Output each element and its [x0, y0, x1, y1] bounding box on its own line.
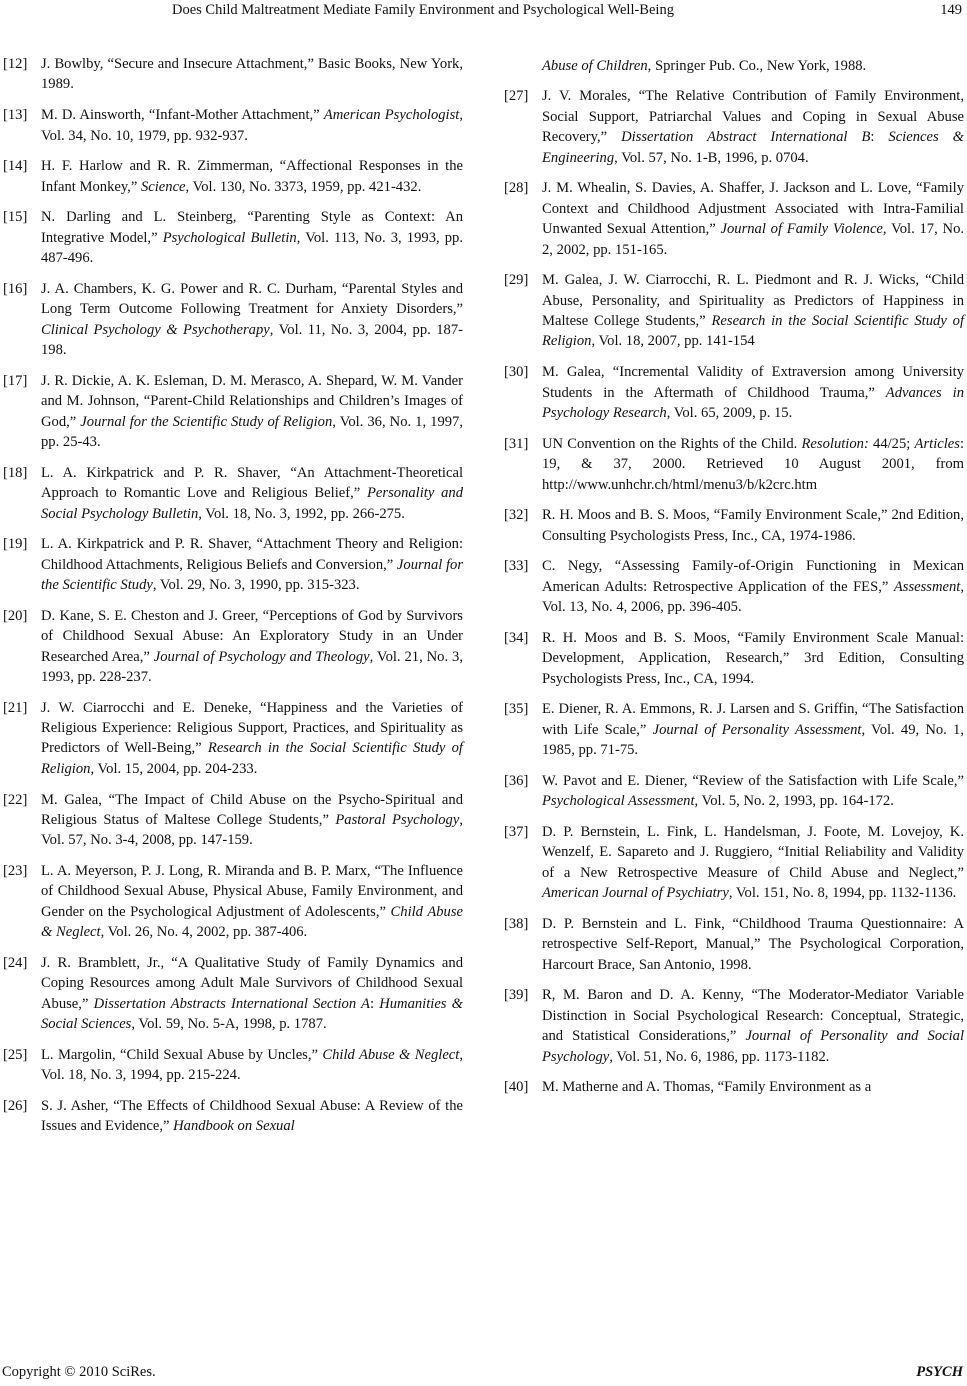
page-header — [0, 0, 967, 24]
reference-italic-text: Psychological Assessment — [542, 793, 695, 810]
reference-text: , Vol. 65, 2009, p. 15. — [666, 404, 793, 421]
reference-text: M. Galea, “The Impact of Child Abuse on the Psycho-Spiritual and Religious Status of Maltese College Students,” — [41, 791, 463, 828]
reference-number: [21] — [3, 699, 28, 716]
reference-entry — [504, 270, 964, 352]
reference-entry — [3, 790, 463, 851]
reference-entry — [3, 371, 463, 453]
reference-text: L. A. Kirkpatrick and P. R. Shaver, “Attachment Theory and Religion: Childhood Attachments, Religious Beliefs and Conversion,” — [41, 536, 463, 573]
reference-text: W. Pavot and E. Diener, “Review of the Satisfaction with Life Scale,” — [542, 772, 964, 789]
journal-name: PSYCH — [916, 1364, 963, 1380]
reference-entry — [504, 822, 964, 904]
reference-entry — [504, 914, 964, 975]
reference-italic-text: Humanities & Social Sciences — [41, 995, 464, 1033]
reference-text: , Vol. 57, No. 1-B, 1996, p. 0704. — [614, 149, 809, 166]
reference-text: , Vol. 29, No. 3, 1990, pp. 315-323. — [152, 577, 360, 594]
reference-italic-text: Research in the Social Scientific Study of Religion — [41, 740, 463, 777]
reference-entry — [504, 771, 964, 812]
reference-italic-text: Advances in Psychology Research — [542, 384, 964, 421]
reference-text: M. D. Ainsworth, “Infant-Mother Attachment,” — [41, 107, 324, 124]
reference-text: , Vol. 130, No. 3373, 1959, pp. 421-432. — [185, 178, 422, 195]
reference-entry — [504, 505, 964, 546]
reference-text: J. R. Bramblett, Jr., “A Qualitative Study of Family Dynamics and Coping Resources among Adult Male Survivors of Childhood Sexual Abuse,” — [41, 955, 463, 1012]
reference-number: [24] — [3, 955, 28, 971]
reference-text: , Vol. 113, No. 3, 1993, pp. 487-496. — [41, 229, 464, 267]
reference-text: : — [870, 129, 889, 146]
reference-text: , Vol. 21, No. 3, 1993, pp. 228-237. — [41, 648, 463, 685]
reference-text: UN Convention on the Rights of the Child. — [542, 435, 802, 452]
reference-entry — [504, 86, 964, 168]
reference-number: [12] — [3, 56, 28, 72]
reference-number: [40] — [504, 1079, 529, 1096]
reference-italic-text: Sciences & Engineering — [542, 129, 964, 166]
reference-text: L. Margolin, “Child Sexual Abuse by Uncles,” — [41, 1046, 323, 1063]
reference-entry — [3, 698, 463, 780]
reference-entry — [3, 105, 463, 146]
reference-entry — [3, 953, 463, 1035]
reference-number: [14] — [3, 158, 28, 175]
reference-number: [19] — [3, 536, 28, 553]
reference-italic-text: Research in the Social Scientific Study of Religion — [542, 313, 964, 350]
reference-italic-text: Psychological Bulletin — [162, 229, 297, 246]
reference-entry — [504, 628, 964, 689]
reference-entry — [3, 861, 463, 943]
reference-number: [32] — [504, 507, 529, 524]
reference-text: M. Galea, “Incremental Validity of Extraversion among University Students in the Aftermath of Childhood Trauma,” — [542, 364, 964, 401]
reference-text: , Vol. 17, No. 2, 2002, pp. 151-165. — [542, 221, 965, 258]
reference-number: [29] — [504, 272, 529, 289]
reference-text: , Vol. 15, 2004, pp. 204-233. — [90, 760, 258, 777]
reference-italic-text: Journal for the Scientific Study of Religion — [80, 413, 333, 430]
reference-entry — [3, 156, 463, 197]
reference-entry — [3, 279, 463, 361]
reference-number: [33] — [504, 558, 529, 575]
reference-text: , Vol. 49, No. 1, 1985, pp. 71-75. — [542, 721, 964, 759]
reference-italic-text: Journal of Family Violence — [720, 221, 883, 238]
reference-text: , Springer Pub. Co., New York, 1988. — [647, 58, 867, 74]
reference-text: M. Matherne and A. Thomas, “Family Environment as a — [542, 1079, 872, 1096]
reference-text: , Vol. 57, No. 3-4, 2008, pp. 147-159. — [41, 811, 463, 849]
reference-entry — [504, 178, 964, 260]
reference-text: 44/25; — [868, 435, 915, 452]
reference-number: [22] — [3, 791, 28, 808]
reference-continuation — [504, 56, 964, 76]
reference-text: L. A. Kirkpatrick and P. R. Shaver, “An Attachment-Theoretical Approach to Romantic Love and Religious Belief,” — [41, 464, 463, 502]
reference-italic-text: Dissertation Abstracts International Section A — [93, 995, 370, 1012]
reference-text: J. V. Morales, “The Relative Contribution of Family Environment, Social Support, Patriarchal Values and Coping in Sexual Abuse Recovery,” — [542, 88, 964, 146]
reference-italic-text: Resolution: — [801, 435, 869, 452]
reference-text: , Vol. 18, No. 3, 1994, pp. 215-224. — [41, 1046, 463, 1084]
reference-entry — [504, 1077, 964, 1097]
reference-text: R. H. Moos and B. S. Moos, “Family Environment Scale,” 2nd Edition, Consulting Psychologists Press, Inc., CA, 1974-1986. — [542, 507, 964, 544]
reference-text: , Vol. 13, No. 4, 2006, pp. 396-405. — [542, 578, 964, 616]
reference-number: [17] — [3, 372, 28, 389]
reference-text: , Vol. 51, No. 6, 1986, pp. 1173-1182. — [609, 1048, 830, 1065]
reference-text: , Vol. 36, No. 1, 1997, pp. 25-43. — [41, 413, 463, 450]
reference-text: D. P. Bernstein and L. Fink, “Childhood Trauma Questionnaire: A retrospective Self-Report, Manual,” The Psychological Corporation, Harcourt Brace, San Antonio, 1998. — [542, 915, 964, 973]
reference-text: J. A. Chambers, K. G. Power and R. C. Durham, “Parental Styles and Long Term Outcome Following Treatment for Anxiety Disorders,” — [41, 280, 463, 318]
reference-number: [15] — [3, 209, 28, 226]
reference-text: L. A. Meyerson, P. J. Long, R. Miranda and B. P. Marx, “The Influence of Childhood Sexual Abuse, Physical Abuse, Family Environment, and Gender on the Psychological Adjustment of Adolescents,” — [41, 863, 463, 920]
reference-entry — [3, 207, 463, 268]
reference-text: N. Darling and L. Steinberg, “Parenting Style as Context: An Integrative Model,” — [41, 209, 463, 246]
reference-text: D. P. Bernstein, L. Fink, L. Handelsman, J. Foote, M. Lovejoy, K. Wenzelf, E. Sapareto and J. Ruggiero, “Initial Reliability and Validity of a New Retrospective Measure of Child Abuse and Neglect,” — [542, 823, 964, 881]
reference-number: [30] — [504, 364, 529, 381]
reference-italic-text: Pastoral Psychology — [335, 811, 460, 828]
reference-entry — [3, 534, 463, 595]
reference-number: [39] — [504, 987, 529, 1004]
page-number: 149 — [940, 2, 962, 18]
reference-number: [16] — [3, 280, 28, 297]
reference-text: J. Bowlby, “Secure and Insecure Attachment,” Basic Books, New York, 1989. — [41, 56, 463, 93]
references-left-column — [3, 54, 463, 1147]
reference-number: [36] — [504, 772, 529, 789]
reference-italic-text: Journal of Personality Assessment — [652, 721, 862, 738]
reference-text: S. J. Asher, “The Effects of Childhood Sexual Abuse: A Review of the Issues and Evidence,” — [41, 1098, 463, 1135]
reference-italic-text: Journal of Psychology and Theology — [153, 648, 370, 665]
reference-number: [31] — [504, 435, 529, 452]
reference-number: [34] — [504, 629, 529, 646]
reference-entry — [504, 556, 964, 617]
reference-entry — [504, 434, 964, 495]
running-title: Does Child Maltreatment Mediate Family Environment and Psychological Well-Being — [172, 2, 674, 18]
reference-entry — [504, 362, 964, 423]
reference-text: , Vol. 151, No. 8, 1994, pp. 1132-1136. — [728, 885, 957, 902]
reference-text: D. Kane, S. E. Cheston and J. Greer, “Perceptions of God by Survivors of Childhood Sexual Abuse: An Exploratory Study in an Under Researched Area,” — [41, 607, 463, 665]
reference-italic-text: Science — [140, 178, 186, 195]
reference-entry — [3, 606, 463, 688]
reference-italic-text: Handbook on Sexual — [173, 1118, 295, 1135]
reference-number: [37] — [504, 823, 529, 840]
reference-italic-text: Personality and Social Psychology Bulletin — [41, 485, 463, 522]
reference-italic-text: Clinical Psychology & Psychotherapy — [41, 321, 270, 338]
reference-number: [27] — [504, 88, 529, 105]
reference-italic-text: Child Abuse & Neglect — [322, 1046, 460, 1063]
copyright-notice: Copyright © 2010 SciRes. — [2, 1364, 156, 1380]
reference-number: [20] — [3, 607, 28, 624]
reference-text: : — [369, 995, 380, 1012]
reference-number: [26] — [3, 1098, 28, 1115]
reference-text: , Vol. 18, No. 3, 1992, pp. 266-275. — [198, 505, 405, 522]
reference-italic-text: Articles — [914, 435, 960, 452]
reference-text: J. W. Ciarrocchi and E. Deneke, “Happiness and the Varieties of Religious Experience: Religious Support, Practices, and Spirituality as Predictors of Well-Being,” — [41, 699, 463, 757]
reference-italic-text: Journal for the Scientific Study — [41, 556, 464, 594]
reference-number: [18] — [3, 464, 28, 481]
reference-text: , Vol. 11, No. 3, 2004, pp. 187-198. — [41, 321, 464, 359]
reference-italic-text: American Journal of Psychiatry — [542, 885, 729, 902]
reference-entry — [3, 463, 463, 524]
reference-text: , Vol. 59, No. 5-A, 1998, p. 1787. — [131, 1016, 327, 1033]
reference-entry — [504, 985, 964, 1067]
reference-text: : 19, & 37, 2000. Retrieved 10 August 2001, from http://www.unhchr.ch/html/menu3/b/k2crc.htm — [542, 435, 965, 493]
reference-number: [13] — [3, 107, 28, 124]
reference-text: , Vol. 5, No. 2, 1993, pp. 164-172. — [694, 793, 894, 810]
page-footer — [0, 1362, 967, 1384]
reference-entry — [3, 1096, 463, 1137]
reference-entry — [3, 54, 463, 95]
reference-text: R. H. Moos and B. S. Moos, “Family Environment Scale Manual: Development, Application, Research,” 3rd Edition, Consulting Psychologists Press, Inc., CA, 1994. — [542, 629, 964, 687]
reference-entry — [504, 699, 964, 760]
reference-text: C. Negy, “Assessing Family-of-Origin Functioning in Mexican American Adults: Retrospective Application of the FES,” — [542, 558, 964, 595]
reference-italic-text: Abuse of Children — [542, 58, 648, 74]
reference-text: E. Diener, R. A. Emmons, R. J. Larsen and S. Griffin, “The Satisfaction with Life Scale,” — [542, 701, 964, 738]
reference-italic-text: American Psychologist — [323, 107, 460, 124]
reference-text: , Vol. 34, No. 10, 1979, pp. 932-937. — [41, 107, 464, 144]
reference-text: H. F. Harlow and R. R. Zimmerman, “Affectional Responses in the Infant Monkey,” — [41, 158, 463, 195]
reference-number: [38] — [504, 915, 529, 932]
reference-number: [25] — [3, 1046, 28, 1063]
reference-italic-text: Assessment — [893, 578, 961, 595]
reference-number: [23] — [3, 863, 28, 880]
reference-text: J. R. Dickie, A. K. Esleman, D. M. Merasco, A. Shepard, W. M. Vander and M. Johnson, “Parent-Child Relationships and Children’s Images of God,” — [41, 372, 463, 430]
reference-entry — [3, 1045, 463, 1086]
reference-italic-text: Child Abuse & Neglect — [41, 903, 463, 941]
reference-text: R, M. Baron and D. A. Kenny, “The Moderator-Mediator Variable Distinction in Social Psychological Research: Conceptual, Strategic, and Statistical Considerations,” — [542, 987, 964, 1045]
reference-text: M. Galea, J. W. Ciarrocchi, R. L. Piedmont and R. J. Wicks, “Child Abuse, Personality, and Spirituality as Predictors of Happiness in Maltese College Students,” — [542, 272, 964, 330]
reference-text: , Vol. 18, 2007, pp. 141-154 — [591, 333, 755, 350]
references-right-column — [504, 56, 964, 1108]
reference-text: J. M. Whealin, S. Davies, A. Shaffer, J. Jackson and L. Love, “Family Context and Childhood Adjustment Associated with Intra-Familial Unwanted Sexual Attention,” — [542, 180, 964, 238]
reference-italic-text: Dissertation Abstract International B — [621, 129, 871, 146]
reference-number: [35] — [504, 701, 529, 718]
reference-italic-text: Journal of Personality and Social Psychology — [542, 1028, 964, 1065]
reference-text: , Vol. 26, No. 4, 2002, pp. 387-406. — [100, 924, 308, 941]
reference-number: [28] — [504, 180, 529, 197]
